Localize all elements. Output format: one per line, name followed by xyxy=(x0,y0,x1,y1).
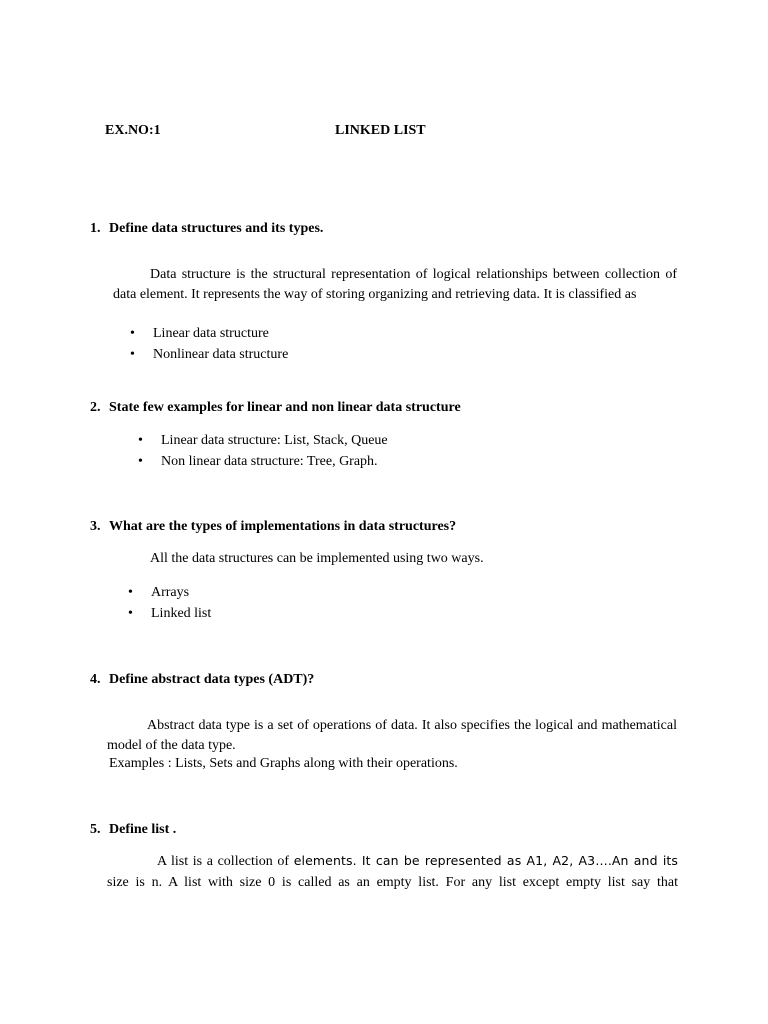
question-5-answer-line-2: size is n. A list with size 0 is called as an empty list. For any list except empty list say that xyxy=(107,875,678,890)
question-text: What are the types of implementations in data structures? xyxy=(109,519,457,534)
list-item-text: Linked list xyxy=(151,606,212,621)
question-number: 1. xyxy=(90,221,101,236)
bullet-icon: • xyxy=(130,347,135,362)
list-item-text: Linear data structure: List, Stack, Queue xyxy=(161,433,388,448)
bullet-icon: • xyxy=(130,326,135,341)
question-4-heading xyxy=(90,670,314,690)
question-1-answer: Data structure is the structural representation of logical relationships between collection of data element. It represents the way of storing organizing and retrieving data. It is classified as xyxy=(113,267,677,302)
bullet-icon: • xyxy=(138,454,143,469)
bullet-icon: • xyxy=(128,606,133,621)
list-item-text: Nonlinear data structure xyxy=(153,347,289,362)
question-number: 4. xyxy=(90,672,101,687)
question-5-heading xyxy=(90,820,176,840)
bullet-icon: • xyxy=(138,433,143,448)
question-number: 5. xyxy=(90,822,101,837)
answer-text: A list is a collection of xyxy=(157,854,294,869)
question-2-heading xyxy=(90,398,461,418)
list-item-text: Arrays xyxy=(151,585,190,600)
question-text: Define list . xyxy=(109,822,177,837)
bullet-icon: • xyxy=(128,585,133,600)
question-3-heading xyxy=(90,517,456,537)
question-number: 3. xyxy=(90,519,101,534)
answer-text: elements. It can be represented as A1, A2, A3….An and its xyxy=(293,853,679,868)
question-text: Define abstract data types (ADT)? xyxy=(109,672,315,687)
question-number: 2. xyxy=(90,400,101,415)
question-3-answer: All the data structures can be implemented using two ways. xyxy=(150,551,484,566)
page-title: LINKED LIST xyxy=(335,123,426,138)
exercise-number: EX.NO:1 xyxy=(105,123,161,138)
question-4-examples: Examples : Lists, Sets and Graphs along with their operations. xyxy=(109,756,458,771)
question-text: Define data structures and its types. xyxy=(109,221,324,236)
question-5-answer-line-1 xyxy=(157,851,678,872)
question-1-heading xyxy=(90,219,323,239)
question-4-answer: Abstract data type is a set of operations of data. It also specifies the logical and mathematical model of the data type. xyxy=(107,718,677,753)
list-item-text: Linear data structure xyxy=(153,326,269,341)
question-text: State few examples for linear and non linear data structure xyxy=(109,400,461,415)
list-item-text: Non linear data structure: Tree, Graph. xyxy=(161,454,378,469)
